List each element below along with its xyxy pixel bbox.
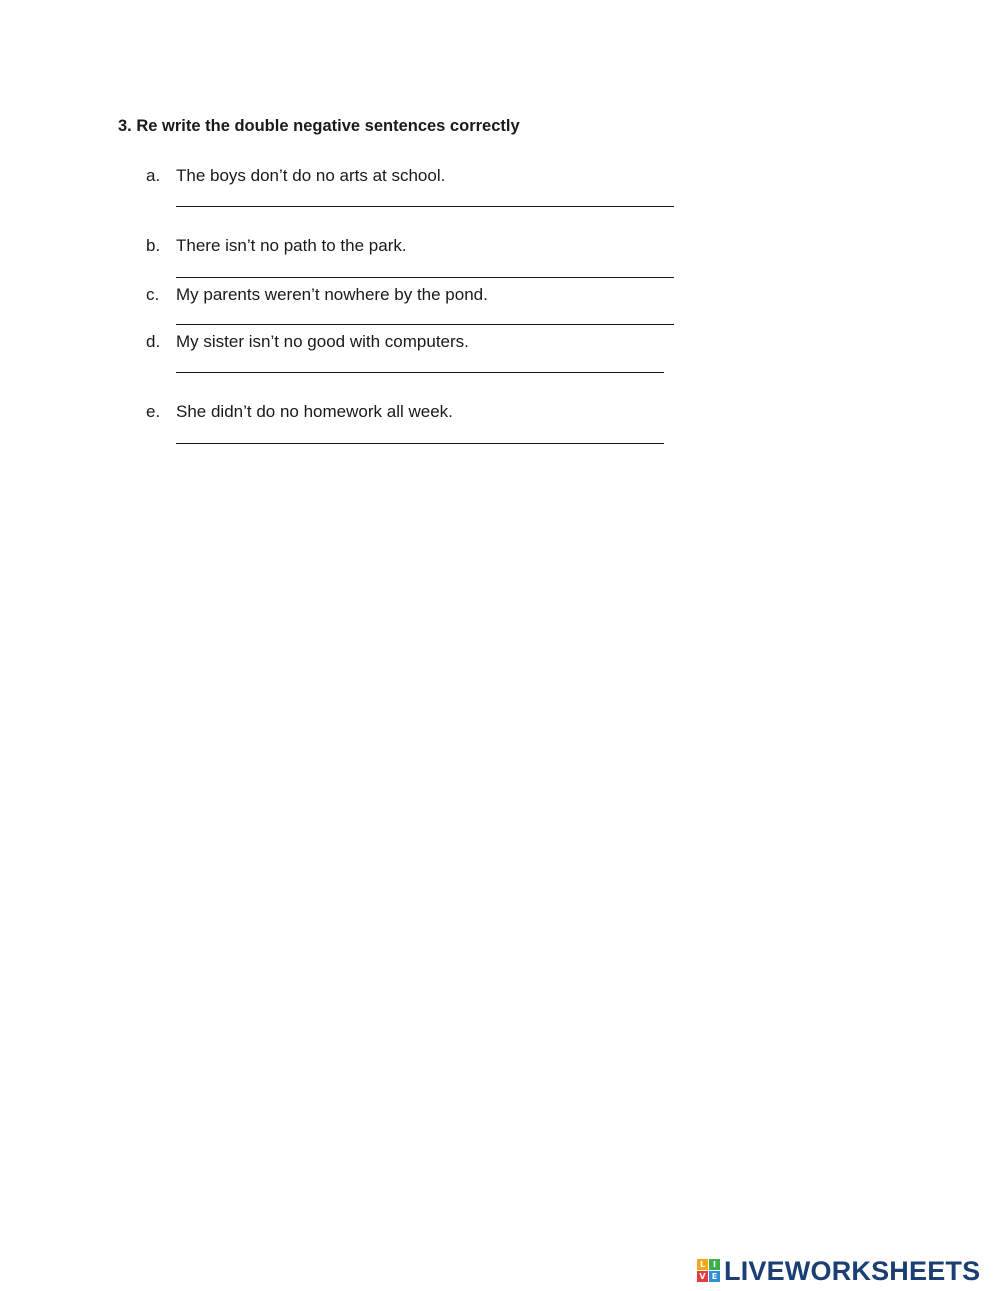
logo-text: LIVEWORKSHEETS <box>724 1255 981 1286</box>
question-marker: b. <box>146 236 161 255</box>
answer-line[interactable] <box>176 277 674 278</box>
question-text: The boys don’t do no arts at school. <box>176 166 446 185</box>
question-text: There isn’t no path to the park. <box>176 236 407 255</box>
logo-block: E <box>709 1271 720 1282</box>
logo-blocks-icon <box>697 1259 721 1283</box>
question-marker: c. <box>146 285 160 304</box>
question-text: My parents weren’t nowhere by the pond. <box>176 285 488 304</box>
question-text: She didn’t do no homework all week. <box>176 402 453 421</box>
question-marker: e. <box>146 402 161 421</box>
answer-line[interactable] <box>176 372 664 373</box>
question-marker: d. <box>146 332 161 351</box>
logo-block: V <box>697 1271 708 1282</box>
question-text: My sister isn’t no good with computers. <box>176 332 469 351</box>
answer-line[interactable] <box>176 206 674 207</box>
logo-block: I <box>709 1259 720 1270</box>
liveworksheets-logo <box>697 1257 980 1285</box>
logo-block: L <box>697 1259 708 1270</box>
answer-line[interactable] <box>176 324 674 325</box>
section-heading: 3. Re write the double negative sentences correctly <box>118 117 520 135</box>
question-marker: a. <box>146 166 161 185</box>
answer-line[interactable] <box>176 443 664 444</box>
